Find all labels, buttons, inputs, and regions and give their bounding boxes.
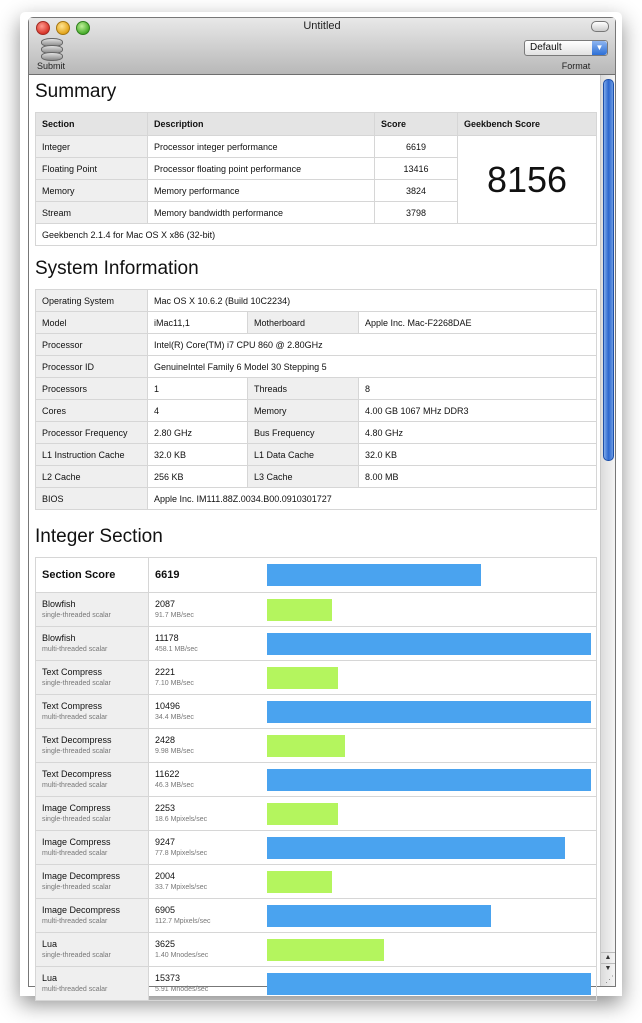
benchmark-rate: 1.40 Mnodes/sec xyxy=(155,951,209,959)
resize-grip-icon[interactable]: ⋰ xyxy=(605,974,614,984)
benchmark-bar xyxy=(267,905,491,927)
benchmark-row xyxy=(36,967,597,1001)
benchmark-score: 2221 xyxy=(155,666,176,677)
benchmark-name: Blowfish xyxy=(42,598,76,609)
benchmark-bar xyxy=(267,837,565,859)
summary-header-section: Section xyxy=(36,113,148,136)
benchmark-rate: 112.7 Mpixels/sec xyxy=(155,917,211,925)
system-table xyxy=(35,289,597,510)
benchmark-row xyxy=(36,695,597,729)
system-value: 32.0 KB xyxy=(359,444,597,466)
benchmark-name: Image Decompress xyxy=(42,870,121,881)
format-select[interactable] xyxy=(524,40,608,56)
benchmark-bar xyxy=(267,599,332,621)
benchmark-rate: 33.7 Mpixels/sec xyxy=(155,883,208,891)
scroll-down-arrow-icon[interactable]: ▼ xyxy=(601,963,615,974)
system-label: Model xyxy=(36,312,148,334)
geekbench-score: 8156 xyxy=(458,136,597,224)
benchmark-bar xyxy=(267,735,345,757)
chevron-down-icon: ▼ xyxy=(592,41,607,55)
title-bar xyxy=(29,18,615,75)
benchmark-mode: single-threaded scalar xyxy=(42,883,111,891)
benchmark-bar xyxy=(267,973,591,995)
system-value: 8 xyxy=(359,378,597,400)
benchmark-name: Blowfish xyxy=(42,632,76,643)
benchmark-score: 2253 xyxy=(155,802,176,813)
benchmark-bar xyxy=(267,769,591,791)
benchmark-name: Text Decompress xyxy=(42,734,112,745)
report-content xyxy=(29,75,601,993)
system-label: L3 Cache xyxy=(248,466,359,488)
benchmark-name: Text Compress xyxy=(42,700,103,711)
benchmark-bar xyxy=(267,939,384,961)
benchmark-row xyxy=(36,797,597,831)
summary-row xyxy=(36,136,597,158)
benchmark-mode: single-threaded scalar xyxy=(42,747,111,755)
database-icon xyxy=(41,38,61,60)
system-label: Threads xyxy=(248,378,359,400)
benchmark-row xyxy=(36,763,597,797)
benchmark-mode: single-threaded scalar xyxy=(42,611,111,619)
summary-description: Processor integer performance xyxy=(148,136,375,158)
benchmark-score: 15373 xyxy=(155,972,181,983)
system-label: Operating System xyxy=(36,290,148,312)
benchmark-name: Lua xyxy=(42,972,58,983)
format-label: Format xyxy=(561,61,591,71)
summary-section: Stream xyxy=(36,202,148,224)
system-label: BIOS xyxy=(36,488,148,510)
benchmark-name: Image Decompress xyxy=(42,904,121,915)
benchmark-score: 6905 xyxy=(155,904,176,915)
system-value: 2.80 GHz xyxy=(148,422,248,444)
benchmark-score: 11622 xyxy=(155,768,180,779)
section-score-row xyxy=(36,558,597,593)
format-control xyxy=(524,40,608,71)
benchmark-bar xyxy=(267,701,591,723)
benchmark-row xyxy=(36,661,597,695)
submit-label: Submit xyxy=(36,61,65,71)
system-heading: System Information xyxy=(35,258,199,279)
benchmark-score: 3625 xyxy=(155,938,176,949)
system-value: Apple Inc. Mac-F2268DAE xyxy=(359,312,597,334)
format-select-value: Default xyxy=(530,42,562,53)
benchmark-mode: multi-threaded scalar xyxy=(42,713,108,721)
benchmark-score: 11178 xyxy=(155,632,179,643)
system-value: 8.00 MB xyxy=(359,466,597,488)
system-value: 256 KB xyxy=(148,466,248,488)
benchmark-row xyxy=(36,865,597,899)
benchmark-mode: multi-threaded scalar xyxy=(42,917,108,925)
system-value: Apple Inc. IM111.88Z.0034.B00.0910301727 xyxy=(148,488,597,510)
scrollbar-thumb[interactable] xyxy=(603,79,614,461)
section-score-bar xyxy=(267,564,481,586)
benchmark-row xyxy=(36,831,597,865)
benchmark-name: Text Decompress xyxy=(42,768,112,779)
system-label: L1 Instruction Cache xyxy=(36,444,148,466)
benchmark-score: 2004 xyxy=(155,870,176,881)
benchmark-rate: 46.3 MB/sec xyxy=(155,781,194,789)
system-label: Processor ID xyxy=(36,356,148,378)
geekbench-window xyxy=(28,17,616,993)
system-value: GenuineIntel Family 6 Model 30 Stepping 5 xyxy=(148,356,597,378)
benchmark-name: Image Compress xyxy=(42,836,111,847)
system-value: 4.00 GB 1067 MHz DDR3 xyxy=(359,400,597,422)
window-title: Untitled xyxy=(303,20,341,32)
benchmark-score: 10496 xyxy=(155,700,181,711)
benchmark-bar xyxy=(267,633,591,655)
system-value: 4.80 GHz xyxy=(359,422,597,444)
system-value: Intel(R) Core(TM) i7 CPU 860 @ 2.80GHz xyxy=(148,334,597,356)
scroll-up-arrow-icon[interactable]: ▲ xyxy=(601,952,615,963)
benchmark-rate: 91.7 MB/sec xyxy=(155,611,194,619)
benchmark-rate: 34.4 MB/sec xyxy=(155,713,194,721)
benchmark-mode: single-threaded scalar xyxy=(42,679,111,687)
benchmark-rate: 7.10 MB/sec xyxy=(155,679,194,687)
summary-description: Processor floating point performance xyxy=(148,158,375,180)
summary-description: Memory bandwidth performance xyxy=(148,202,375,224)
system-label: Cores xyxy=(36,400,148,422)
benchmark-mode: single-threaded scalar xyxy=(42,815,111,823)
summary-footer: Geekbench 2.1.4 for Mac OS X x86 (32-bit) xyxy=(36,224,597,246)
summary-section: Integer xyxy=(36,136,148,158)
benchmark-rate: 9.98 MB/sec xyxy=(155,747,194,755)
system-label: L1 Data Cache xyxy=(248,444,359,466)
system-label: L2 Cache xyxy=(36,466,148,488)
benchmark-bar xyxy=(267,871,332,893)
toolbar-toggle-button[interactable] xyxy=(591,21,609,32)
system-label: Bus Frequency xyxy=(248,422,359,444)
integer-heading: Integer Section xyxy=(35,526,163,547)
benchmark-row xyxy=(36,899,597,933)
benchmark-score: 9247 xyxy=(155,836,176,847)
summary-header-score: Score xyxy=(375,113,458,136)
system-value: iMac11,1 xyxy=(148,312,248,334)
system-label: Motherboard xyxy=(248,312,359,334)
benchmark-mode: multi-threaded scalar xyxy=(42,645,108,653)
system-value: 1 xyxy=(148,378,248,400)
benchmark-score: 2087 xyxy=(155,598,176,609)
benchmark-mode: multi-threaded scalar xyxy=(42,985,108,993)
benchmark-row xyxy=(36,933,597,967)
summary-score: 3824 xyxy=(375,180,458,202)
system-value: 4 xyxy=(148,400,248,422)
benchmark-bar xyxy=(267,667,338,689)
benchmark-row xyxy=(36,729,597,763)
benchmark-name: Lua xyxy=(42,938,58,949)
system-label: Memory xyxy=(248,400,359,422)
summary-description: Memory performance xyxy=(148,180,375,202)
section-score-value: 6619 xyxy=(149,558,262,593)
benchmark-mode: multi-threaded scalar xyxy=(42,849,108,857)
benchmark-name: Text Compress xyxy=(42,666,103,677)
system-value: Mac OS X 10.6.2 (Build 10C2234) xyxy=(148,290,597,312)
system-label: Processor Frequency xyxy=(36,422,148,444)
summary-score: 3798 xyxy=(375,202,458,224)
benchmark-name: Image Compress xyxy=(42,802,111,813)
summary-header-description: Description xyxy=(148,113,375,136)
summary-table xyxy=(35,112,597,246)
summary-score: 13416 xyxy=(375,158,458,180)
system-label: Processors xyxy=(36,378,148,400)
summary-section: Floating Point xyxy=(36,158,148,180)
benchmark-score: 2428 xyxy=(155,734,176,745)
section-score-label: Section Score xyxy=(36,558,149,593)
integer-table xyxy=(35,557,597,1001)
summary-heading: Summary xyxy=(35,81,117,102)
system-label: Processor xyxy=(36,334,148,356)
benchmark-rate: 18.6 Mpixels/sec xyxy=(155,815,208,823)
benchmark-row xyxy=(36,627,597,661)
benchmark-mode: multi-threaded scalar xyxy=(42,781,108,789)
benchmark-row xyxy=(36,593,597,627)
benchmark-rate: 5.91 Mnodes/sec xyxy=(155,985,209,993)
benchmark-rate: 77.8 Mpixels/sec xyxy=(155,849,208,857)
benchmark-mode: single-threaded scalar xyxy=(42,951,111,959)
vertical-scrollbar[interactable] xyxy=(600,75,615,986)
benchmark-rate: 458.1 MB/sec xyxy=(155,645,198,653)
system-value: 32.0 KB xyxy=(148,444,248,466)
summary-header-geekbench: Geekbench Score xyxy=(458,113,597,136)
summary-section: Memory xyxy=(36,180,148,202)
benchmark-bar xyxy=(267,803,338,825)
submit-button[interactable] xyxy=(35,38,67,71)
summary-score: 6619 xyxy=(375,136,458,158)
